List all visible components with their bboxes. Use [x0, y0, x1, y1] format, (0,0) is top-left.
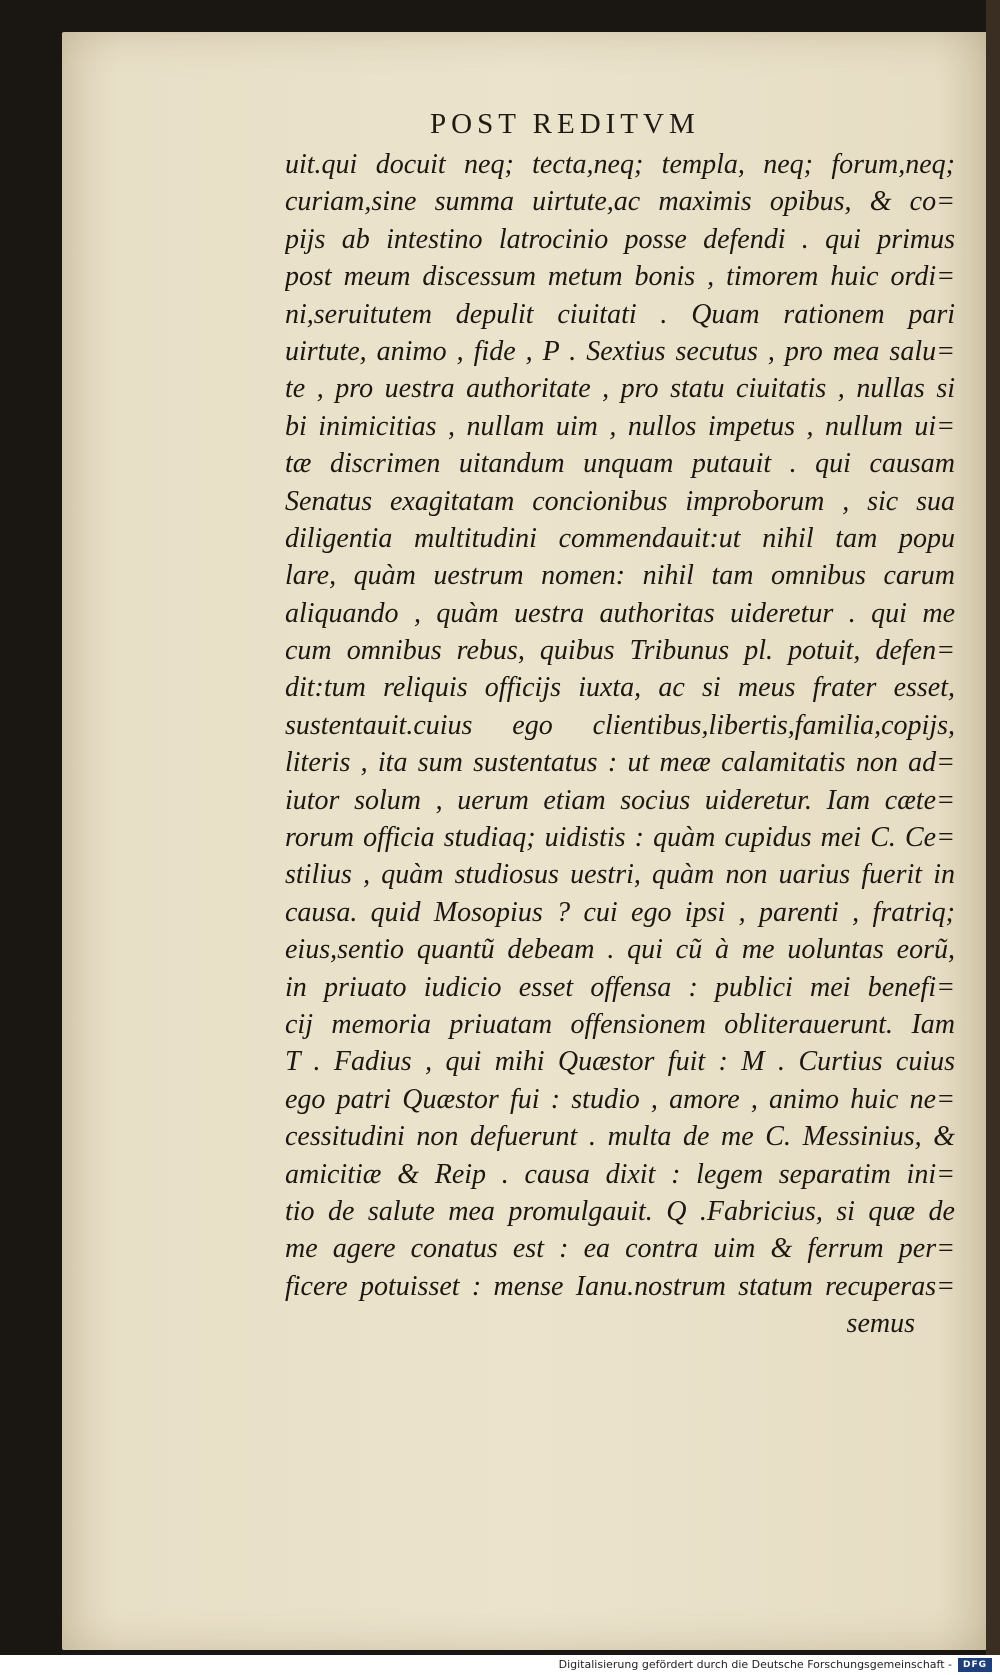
footer-credit: Digitalisierung gefördert durch die Deutsche Forschungsgemeinschaft -: [558, 1658, 952, 1671]
text-line: ni,seruitutem depulit ciuitati . Quam rationem pari: [285, 298, 955, 330]
text-line: lare, quàm uestrum nomen: nihil tam omnibus carum: [285, 560, 955, 592]
text-line: dit:tum reliquis officijs iuxta, ac si meus frater esset,: [285, 672, 955, 704]
text-line: amicitiæ & Reip . causa dixit : legem separatim ini=: [285, 1158, 955, 1190]
text-line: semus: [846, 1308, 915, 1340]
text-line: tæ discrimen uitandum unquam putauit . qui causam: [285, 448, 955, 480]
text-line: cessitudini non defuerunt . multa de me C. Messinius, &: [285, 1121, 955, 1153]
body-text: [285, 146, 955, 1343]
text-line: diligentia multitudini commendauit:ut nihil tam popu: [285, 522, 955, 554]
text-line: bi inimicitias , nullam uim , nullos impetus , nullum ui=: [285, 410, 955, 442]
text-line: uirtute, animo , fide , P . Sextius secutus , pro mea salu=: [285, 335, 955, 367]
text-line: cum omnibus rebus, quibus Tribunus pl. potuit, defen=: [285, 635, 955, 667]
text-line: T . Fadius , qui mihi Quæstor fuit : M . Curtius cuius: [285, 1046, 955, 1078]
text-line: me agere conatus est : ea contra uim & ferrum per=: [285, 1233, 955, 1265]
text-line: post meum discessum metum bonis , timorem huic ordi=: [285, 261, 955, 293]
text-line: te , pro uestra authoritate , pro statu ciuitatis , nullas si: [285, 373, 955, 405]
text-line: in priuato iudicio esset offensa : publici mei benefi=: [285, 971, 955, 1003]
text-line: ficere potuisset : mense Ianu.nostrum statum recuperas=: [285, 1270, 955, 1302]
text-line: curiam,sine summa uirtute,ac maximis opibus, & co=: [285, 186, 955, 218]
text-line: causa. quid Mosopius ? cui ego ipsi , parenti , fratriq;: [285, 896, 955, 928]
text-line: uit.qui docuit neq; tecta,neq; templa, neq; forum,neq;: [285, 149, 955, 180]
digitization-footer: [0, 1655, 1000, 1675]
dfg-logo: DFG: [958, 1658, 992, 1672]
text-line: Senatus exagitatam concionibus improborum , sic sua: [285, 485, 955, 517]
text-line: tio de salute mea promulgauit. Q .Fabricius, si quæ de: [285, 1195, 955, 1227]
text-line: sustentauit.cuius ego clientibus,libertis,familia,copijs,: [285, 709, 955, 741]
page-edge-shadow: [986, 0, 1000, 1655]
text-line: rorum officia studiaq; uidistis : quàm cupidus mei C. Ce=: [285, 822, 955, 854]
text-line: pijs ab intestino latrocinio posse defendi . qui primus: [285, 223, 955, 255]
running-head: POST REDITVM: [430, 108, 700, 140]
text-line: literis , ita sum sustentatus : ut meæ calamitatis non ad=: [285, 747, 955, 779]
text-line: aliquando , quàm uestra authoritas uideretur . qui me: [285, 597, 955, 629]
text-line: eius,sentio quantũ debeam . qui cũ à me uoluntas eorũ,: [285, 934, 955, 966]
text-line: cij memoria priuatam offensionem obliterauerunt. Iam: [285, 1008, 955, 1040]
text-line: iutor solum , uerum etiam socius uideretur. Iam cæte=: [285, 784, 955, 816]
text-line: stilius , quàm studiosus uestri, quàm non uarius fuerit in: [285, 859, 955, 891]
text-line: ego patri Quæstor fui : studio , amore , animo huic ne=: [285, 1083, 955, 1115]
